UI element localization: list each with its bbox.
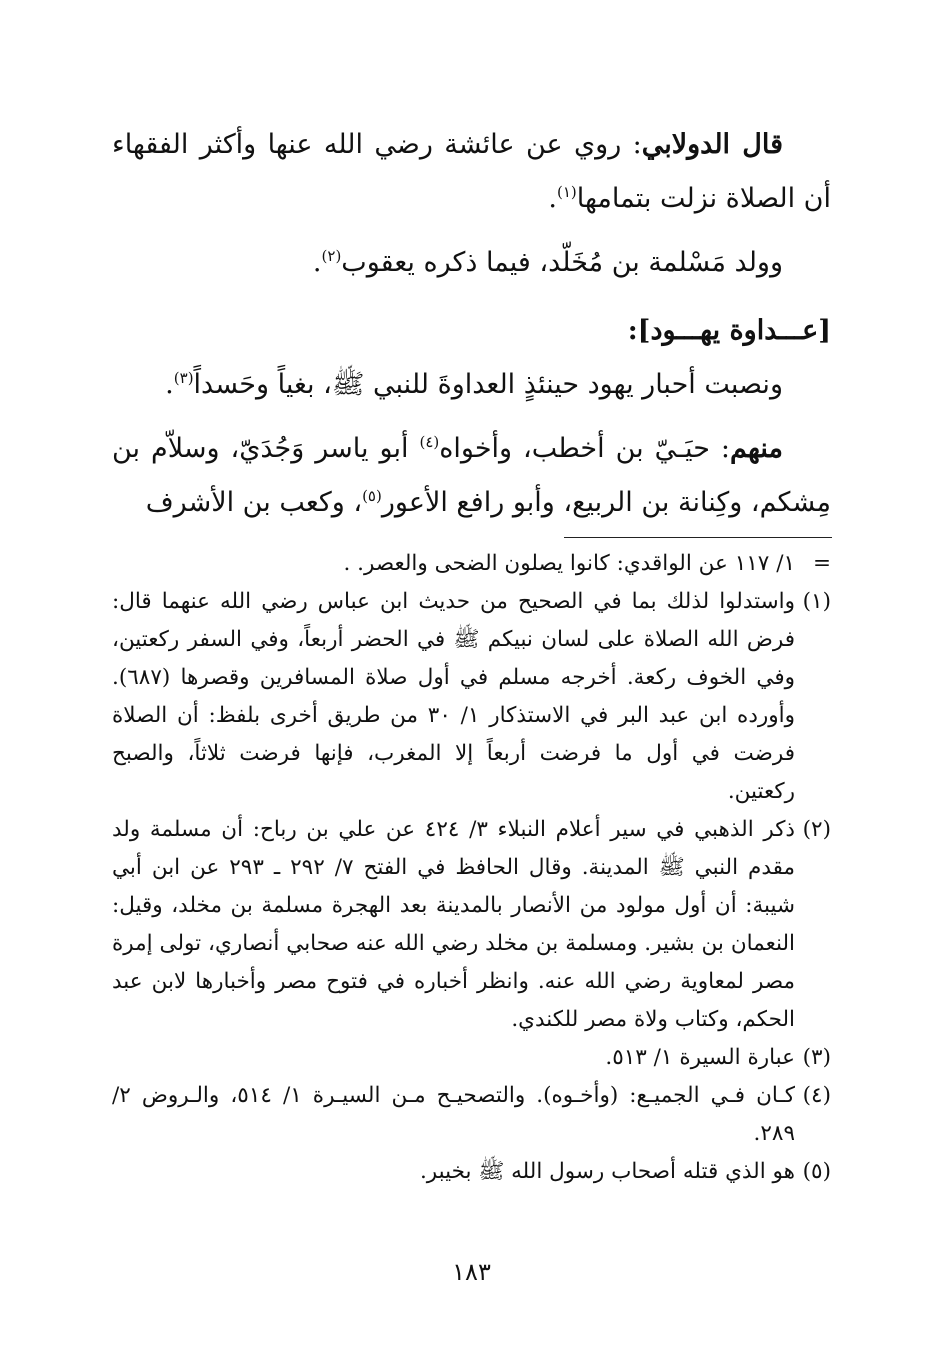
paragraph-text: : روي عن عائشة رضي الله عنها وأكثر الفقهاء أن الصلاة نزلت بتمامها (112, 129, 831, 214)
section-heading: [عـــداوة يهـــود]: (627, 315, 831, 346)
punctuation: . (548, 183, 557, 214)
footnote-2 (112, 811, 831, 1039)
footnote-3 (112, 1039, 831, 1077)
paragraph-enmity (112, 358, 831, 412)
footnote-4 (112, 1077, 831, 1153)
speaker-name: قال الدولابي (641, 129, 783, 160)
footnote-text: ١/ ١١٧ عن الواقدي: كانوا يصلون الضحى والعصر. . (343, 551, 795, 576)
punctuation: . (165, 369, 174, 400)
footnote-1 (112, 583, 831, 811)
paragraph-text: ، وكعب بن الأشرف (145, 487, 363, 518)
footnote-number: (١) (802, 589, 831, 614)
footnote-text: ذكر الذهبي في سير أعلام النبلاء ٣/ ٤٢٤ عن علي بن رباح: أن مسلمة ولد مقدم النبي ﷺ المدينة. وقال الحافظ في الفتح ٧/ ٢٩٢ ـ ٢٩٣ عن ابن أبي شيبة: أن أول مولود من الأنصار بالمدينة بعد الهجرة مسلمة بن مخلد، وقيل: النعمان بن بشير. ومسلمة بن مخلد رضي الله عنه صحابي أنصاري، تولى إمرة مصر لمعاوية رضي الله عنه. وانظر أخباره في فتوح مصر وأخبارها لابن عبد الحكم، وكتاب ولاة مصر للكندي. (112, 817, 796, 1032)
footnote-number: (٢) (802, 817, 831, 842)
footnote-ref[interactable]: (٤) (419, 433, 440, 451)
paragraph-maslama (112, 236, 831, 290)
paragraph-dulabi (112, 118, 831, 226)
paragraph-text: وولد مَسْلمة بن مُخَلّد، فيما ذكره يعقوب (341, 247, 783, 278)
footnote-ref[interactable]: (٣) (173, 369, 194, 387)
footnote-number: (٤) (802, 1083, 831, 1108)
footnote-ref[interactable]: (٢) (321, 247, 342, 265)
footnote-divider (564, 537, 832, 538)
footnote-ref[interactable]: (١) (556, 183, 577, 201)
page-number: ١٨٣ (452, 1258, 491, 1286)
footnote-continuation (112, 545, 831, 583)
punctuation: . (312, 247, 322, 278)
footnote-5 (112, 1153, 831, 1191)
footnote-text: كـان فـي الجميـع: (وأخـوه). والتصحيـح مـن السيـرة ١/ ٥١٤، والـروض ٢/ ٢٨٩. (112, 1083, 795, 1146)
continuation-mark: = (812, 551, 831, 576)
paragraph-text: ونصبت أحبار يهود حينئذٍ العداوةَ للنبي ﷺ، بغياً وحَسداً (193, 369, 783, 400)
paragraph-names (112, 422, 831, 530)
footnote-text: عبارة السيرة ١/ ٥١٣. (605, 1045, 795, 1070)
footnotes (112, 545, 831, 1191)
footnote-number: (٥) (802, 1159, 831, 1184)
main-text (112, 118, 831, 530)
footnote-ref[interactable]: (٥) (362, 487, 382, 505)
footnote-text: هو الذي قتله أصحاب رسول الله ﷺ بخيبر. (419, 1159, 795, 1184)
paragraph-text: أبو ياسر وَجُدَيّ، وسلاّم بن مِشكم، وكِنانة بن الربيع، وأبو رافع الأعور (112, 433, 831, 518)
paragraph-text: : حيَـيّ بن أخطب، وأخواه (439, 433, 730, 464)
footnote-text: واستدلوا لذلك بما في الصحيح من حديث ابن عباس رضي الله عنهما قال: فرض الله الصلاة على لسان نبيكم ﷺ في الحضر أربعاً، وفي السفر ركعتين، وفي الخوف ركعة. أخرجه مسلم في أول صلاة المسافرين وقصرها (٦٨٧). وأورده ابن عبد البر في الاستذكار ١/ ٣٠ من طريق أخرى بلفظ: أن الصلاة فرضت في أول ما فرضت أربعاً إلا المغرب، فإنها فرضت ثلاثاً، والصبح ركعتين. (112, 589, 796, 804)
footnote-number: (٣) (802, 1045, 831, 1070)
paragraph-label: منهم (729, 433, 784, 464)
